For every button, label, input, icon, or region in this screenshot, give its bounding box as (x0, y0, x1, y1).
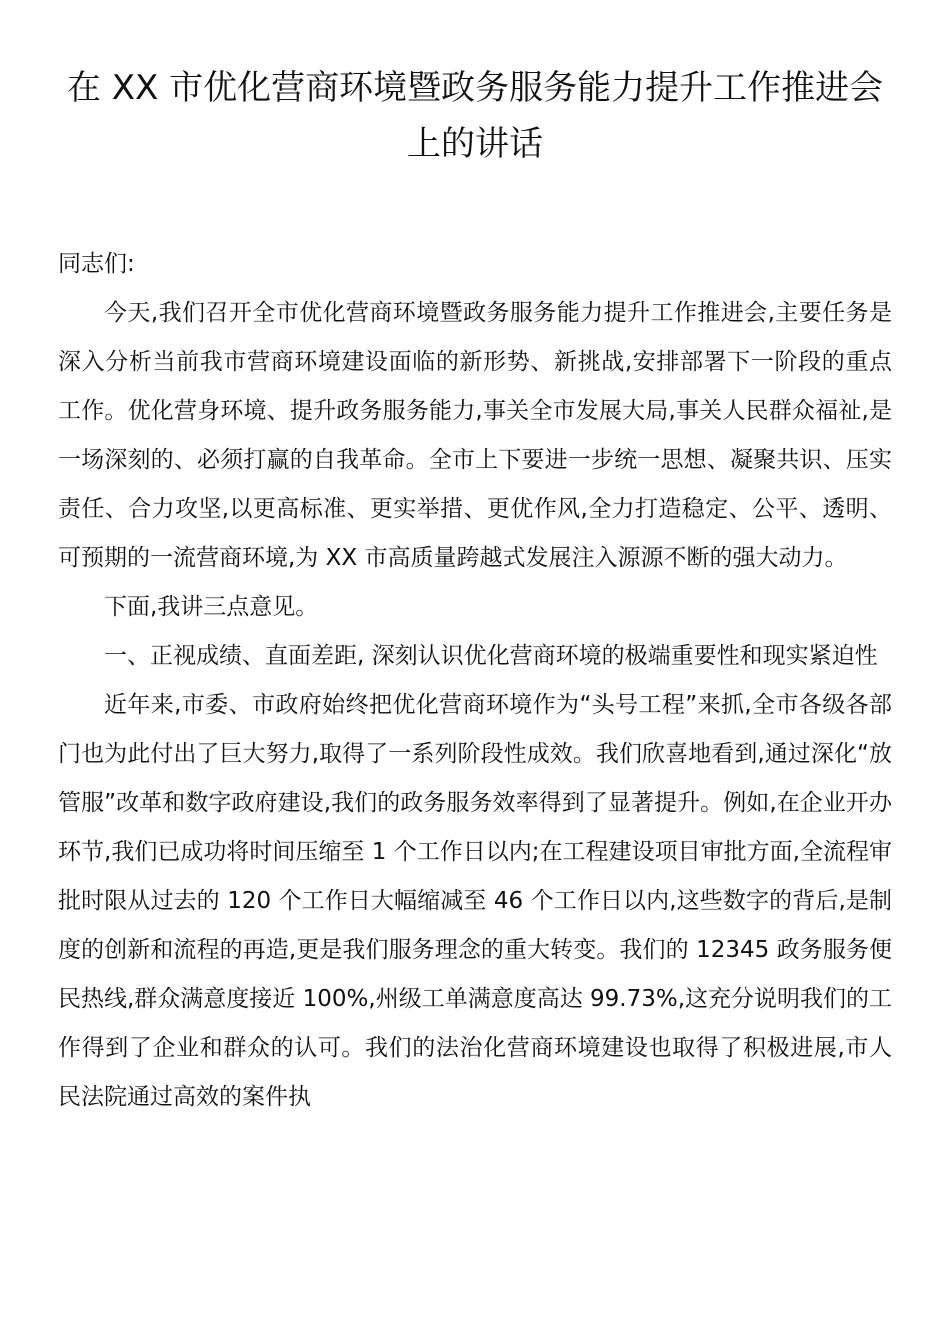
salutation: 同志们: (58, 251, 135, 277)
section-heading-1: 一、正视成绩、直面差距, 深刻认识优化营商环境的极端重要性和现实紧迫性 (104, 643, 878, 669)
document-body (58, 240, 892, 1122)
document-title: 在 XX 市优化营商环境暨政务服务能力提升工作推进会上的讲话 (66, 68, 884, 164)
paragraph-transition: 下面,我讲三点意见。 (104, 594, 319, 620)
paragraph-opening: 今天,我们召开全市优化营商环境暨政务服务能力提升工作推进会,主要任务是深入分析当前我市营商环境建设面临的新形势、新挑战,安排部署下一阶段的重点工作。优化营身环境、提升政务服务能力,事关全市发展大局,事关人民群众福祉,是一场深刻的、必须打赢的自我革命。全市上下要进一步统一思想、凝聚共识、压实责任、合力攻坚,以更高标准、更实举措、更优作风,全力打造稳定、公平、透明、可预期的一流营商环境,为 XX 市高质量跨越式发展注入源源不断的强大动力。 (58, 300, 892, 571)
paragraph-achievements: 近年来,市委、市政府始终把优化营商环境作为“头号工程”来抓,全市各级各部门也为此付出了巨大努力,取得了一系列阶段性成效。我们欣喜地看到,通过深化“放管服”改革和数字政府建设,我们的政务服务效率得到了显著提升。例如,在企业开办环节,我们已成功将时间压缩至 1 个工作日以内;在工程建设项目审批方面,全流程审批时限从过去的 120 个工作日大幅缩减至 46 个工作日以内,这些数字的背后,是制度的创新和流程的再造,更是我们服务理念的重大转变。我们的 12345 政务服务便民热线,群众满意度接近 100%,州级工单满意度高达 99.73%,这充分说明我们的工作得到了企业和群众的认可。我们的法治化营商环境建设也取得了积极进展,市人民法院通过高效的案件执 (58, 692, 893, 1110)
